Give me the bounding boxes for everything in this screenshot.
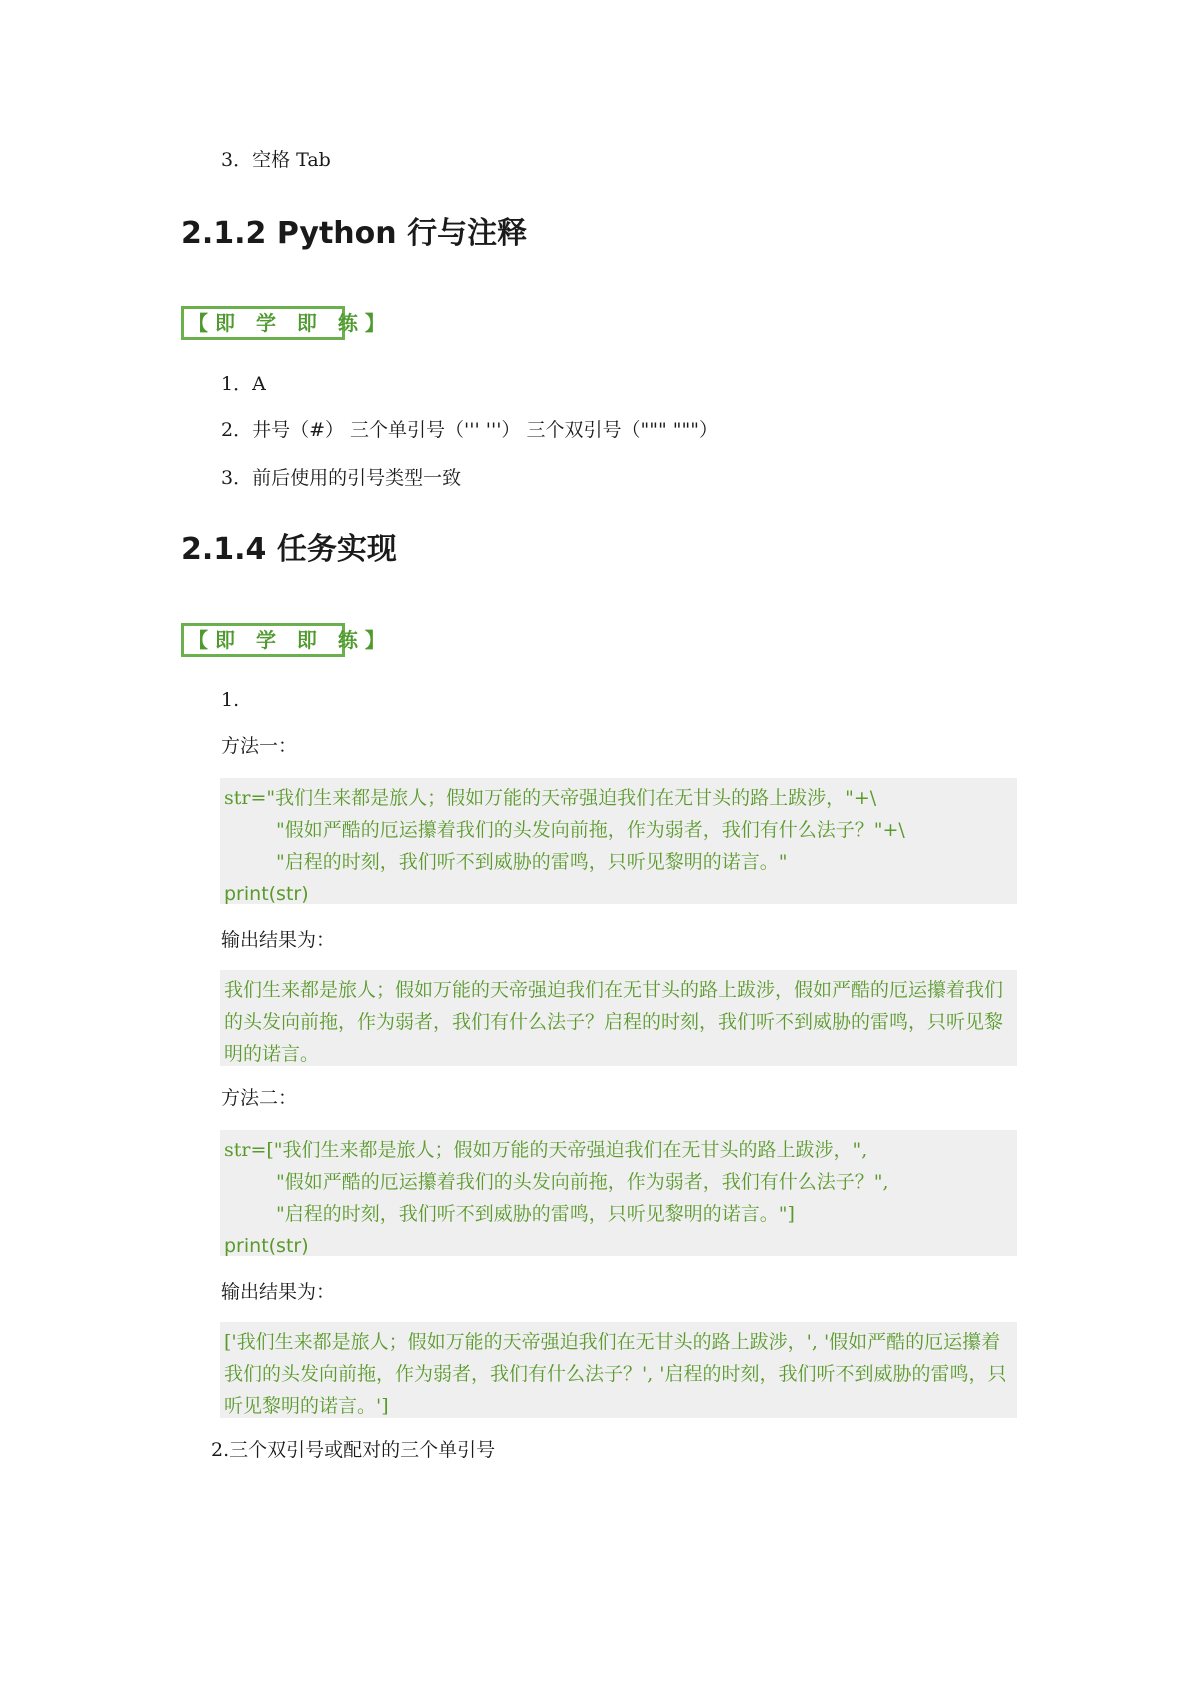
code-line: "假如严酷的厄运攥着我们的头发向前拖，作为弱者，我们有什么法子？"+\ xyxy=(276,819,905,841)
section-heading-2-1-4: 2.1.4 任务实现 xyxy=(181,532,397,567)
output-block-method-one: 我们生来都是旅人；假如万能的天帝强迫我们在无甘头的路上跋涉，假如严酷的厄运攥着我们的头发向前拖，作为弱者，我们有什么法子？启程的时刻，我们听不到威胁的雷鸣，只听见黎明的诺言。 xyxy=(220,970,1017,1066)
code-line: "启程的时刻，我们听不到威胁的雷鸣，只听见黎明的诺言。"] xyxy=(276,1203,795,1225)
practice-badge: 【即 学 即 练】 xyxy=(181,623,345,657)
output-label: 输出结果为： xyxy=(221,929,336,951)
practice-badge: 【即 学 即 练】 xyxy=(181,306,345,340)
output-label: 输出结果为： xyxy=(221,1281,336,1303)
code-line: str="我们生来都是旅人；假如万能的天帝强迫我们在无甘头的路上跋涉，"+\ xyxy=(224,787,877,809)
list-item-3-space-tab: 3．空格 Tab xyxy=(221,149,331,171)
answer-3: 3．前后使用的引号类型一致 xyxy=(221,467,462,489)
method-two-label: 方法二： xyxy=(221,1087,298,1109)
code-block-method-two xyxy=(220,1130,1017,1256)
section-heading-2-1-2: 2.1.2 Python 行与注释 xyxy=(181,216,528,251)
code-line: print(str) xyxy=(224,883,309,905)
answer-1: 1．A xyxy=(221,373,266,395)
code-line: "启程的时刻，我们听不到威胁的雷鸣，只听见黎明的诺言。" xyxy=(276,851,788,873)
answer-2: 2．井号（#） 三个单引号（''' '''） 三个双引号（""" """） xyxy=(221,419,718,441)
method-one-label: 方法一： xyxy=(221,735,298,757)
code-block-method-one xyxy=(220,778,1017,904)
question-number-1: 1. xyxy=(221,689,240,711)
question-2-answer: 2.三个双引号或配对的三个单引号 xyxy=(211,1439,496,1461)
code-line: print(str) xyxy=(224,1235,309,1257)
output-block-method-two: ['我们生来都是旅人；假如万能的天帝强迫我们在无甘头的路上跋涉，', '假如严酷的厄运攥着我们的头发向前拖，作为弱者，我们有什么法子？', '启程的时刻，我们听不到威胁的雷鸣，只听见黎明的诺言。'] xyxy=(220,1322,1017,1418)
code-line: "假如严酷的厄运攥着我们的头发向前拖，作为弱者，我们有什么法子？", xyxy=(276,1171,889,1193)
code-line: str=["我们生来都是旅人；假如万能的天帝强迫我们在无甘头的路上跋涉，", xyxy=(224,1139,868,1161)
